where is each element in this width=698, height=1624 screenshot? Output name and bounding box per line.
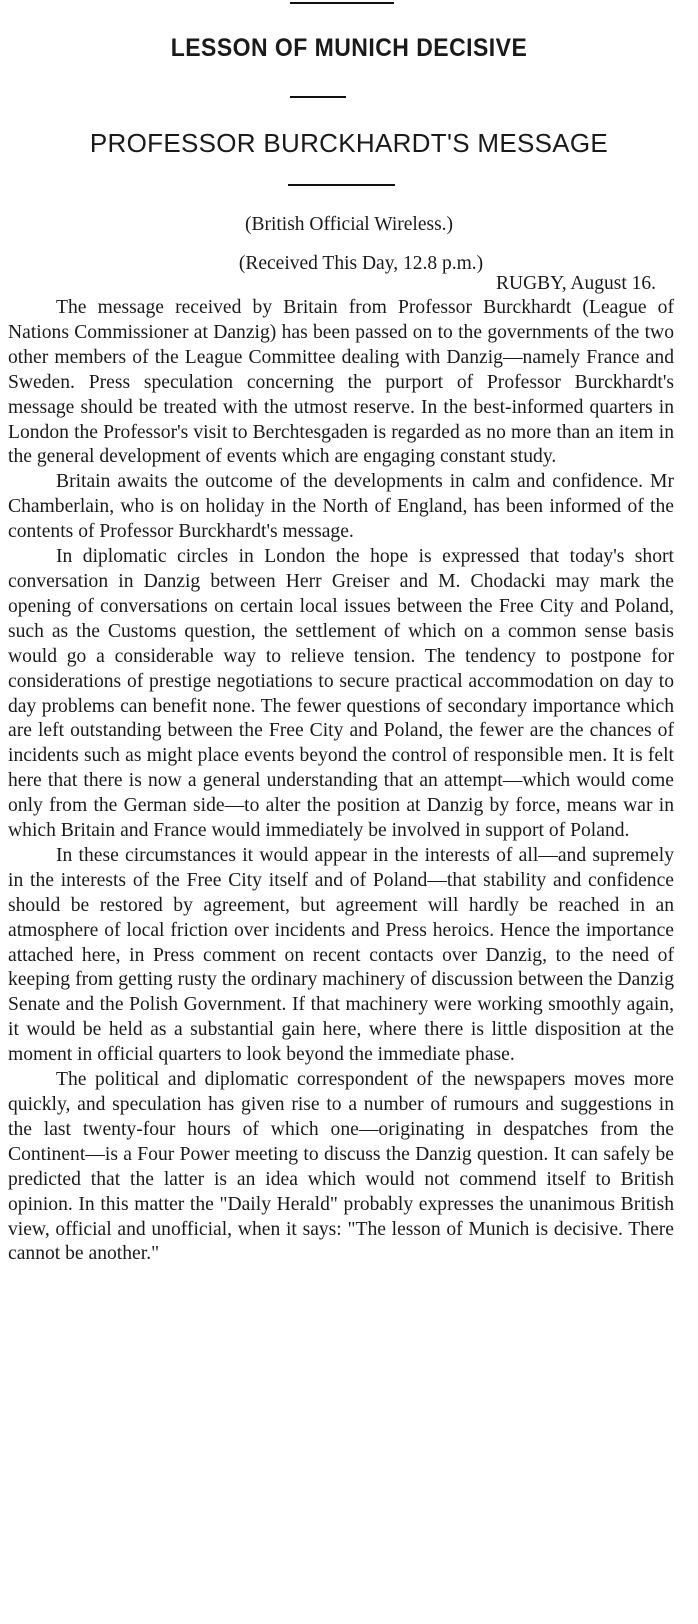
wire-credit: (British Official Wireless.) [244,214,454,235]
paragraph-1: The message received by Britain from Professor Burckhardt (League of Nations Commissioner at Danzig) has been passed on to the governments of the two other members of the League Committee dealing with Danzig—namely France and Sweden. Press speculation concerning the purport of Professor Burckhardt's message should be treated with the utmost reserve. In the best-informed quarters in London the Professor's visit to Berchtesgaden is regarded as no more than an item in the general development of events which are engaging constant study. [8,297,674,468]
paragraph-4: In these circumstances it would appear in the interests of all—and supremely in the interests of the Free City itself and of Poland—that stability and confidence should be restored by agreement, but agreement will hardly be reached in an atmosphere of local friction over incidents and Press heroics. Hence the importance attached here, in Press comment on recent contacts over Danzig, to the need of keeping from getting rusty the ordinary machinery of discussion between the Danzig Senate and the Polish Government. If that machinery were working smoothly again, it would be held as a substantial gain here, where there is little disposition at the moment in official quarters to look beyond the immediate phase. [8,844,674,1066]
headline-divider [290,96,346,98]
received-time: (Received This Day, 12.8 p.m.) [238,253,484,274]
subheadline: PROFESSOR BURCKHARDT'S MESSAGE [89,128,609,158]
dateline: RUGBY, August 16. [495,273,656,294]
paragraph-3: In diplomatic circles in London the hope is expressed that today's short conversation in Danzig between Herr Greiser and M. Chodacki may mark the opening of conversations on certain local issues between the Free City and Poland, such as the Customs question, the settlement of which on a common sense basis would go a considerable way to relieve tension. The tendency to postpone for considerations of prestige negotiations to secure practical accommodation on day to day problems can benefit none. The fewer questions of secondary importance which are left outstanding between the Free City and Poland, the fewer are the chances of incidents such as might place events beyond the control of responsible men. It is felt here that there is now a general understanding that an attempt—which would come only from the German side—to alter the position at Danzig by force, means war in which Britain and France would immediately be involved in support of Poland. [8,546,674,842]
article-body [8,296,674,1267]
paragraph-5: The political and diplomatic correspondent of the newspapers moves more quickly, and speculation has given rise to a number of rumours and suggestions in the last twenty-four hours of which one—originating in despatches from the Continent—is a Four Power meeting to discuss the Danzig question. It can safely be predicted that the latter is an idea which would not commend itself to British opinion. In this matter the "Daily Herald" probably expresses the unanimous British view, official and unofficial, when it says: "The lesson of Munich is decisive. There cannot be another." [8,1069,674,1265]
headline: LESSON OF MUNICH DECISIVE [170,34,528,62]
top-rule [290,2,394,4]
paragraph-2: Britain awaits the outcome of the developments in calm and confidence. Mr Chamberlain, who is on holiday in the North of England, has been informed of the contents of Professor Burckhardt's message. [8,471,674,543]
subheadline-divider [288,184,395,186]
